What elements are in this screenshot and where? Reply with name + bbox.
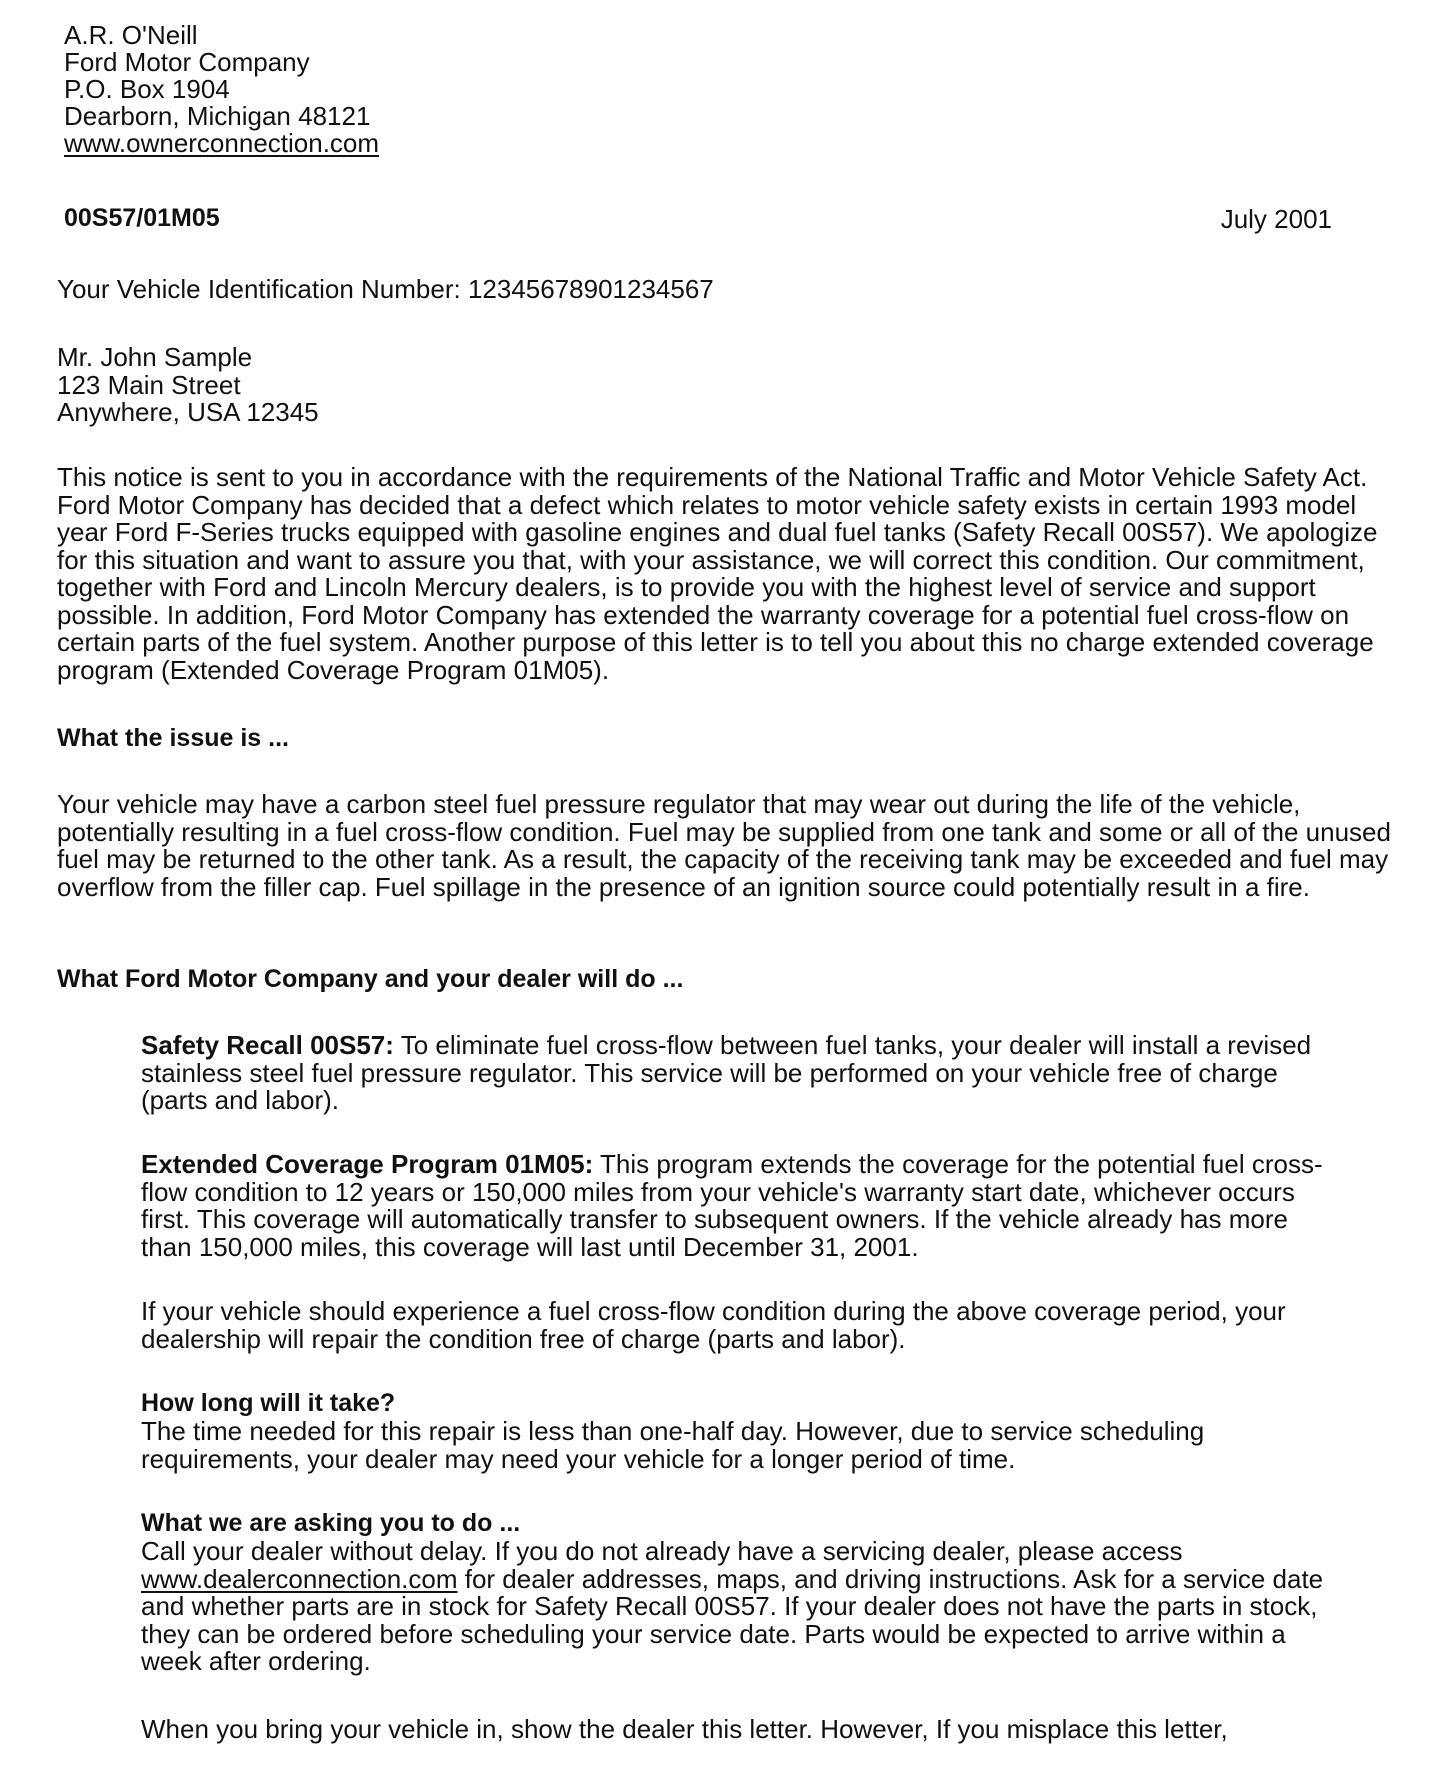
issue-paragraph: Your vehicle may have a carbon steel fuel pressure regulator that may wear out during the life of the vehicle, potentially resulting in a fuel cross-flow condition. Fuel may be supplied from one tank and some or all of the unused fuel may be returned to the other tank. As a result, the capacity of the receiving tank may be exceeded and fuel may overflow from the filler cap. Fuel spillage in the presence of an ignition source could potentially result in a fire. [57,789,1391,902]
recipient-city-state-zip: Anywhere, USA 12345 [57,397,319,427]
extended-coverage-body: This program extends the coverage for the potential fuel cross-flow condition to 12 years or 150,000 miles from your vehicle's warranty start date, whichever occurs first. This coverage will automatically transfer to subsequent owners. If the vehicle already has more than 150,000 miles, this coverage will last until December 31, 2001. [141,1149,1323,1262]
request-body-start: Call your dealer without delay. If you do not already have a servicing dealer, please access [141,1536,1183,1566]
sender-city-state-zip: Dearborn, Michigan 48121 [64,101,371,131]
dealer-connection-link[interactable]: www.dealerconnection.com [141,1563,458,1594]
safety-recall-label: Safety Recall 00S57: [141,1030,394,1060]
duration-paragraph: The time needed for this repair is less than one-half day. However, due to service scheduling requirements, your dealer may need your vehicle for a longer period of time. [141,1416,1205,1474]
intro-paragraph: This notice is sent to you in accordance with the requirements of the National Traffic and Motor Vehicle Safety Act. Ford Motor Company has decided that a defect which relates to motor vehicle safety exists in certain 1993 model year Ford F-Series trucks equipped with gasoline engines and dual fuel tanks (Safety Recall 00S57). We apologize for this situation and want to assure you that, with your assistance, we will correct this condition. Our commitment, together with Ford and Lincoln Mercury dealers, is to provide you with the highest level of service and support possible. In addition, Ford Motor Company has extended the warranty coverage for a potential fuel cross-flow on certain parts of the fuel system. Another purpose of this letter is to tell you about this no charge extended coverage program (Extended Coverage Program 01M05). [57,462,1378,685]
recipient-address-block [57,344,1392,427]
owner-connection-link[interactable]: www.ownerconnection.com [64,128,380,158]
extended-coverage-label: Extended Coverage Program 01M05: [141,1149,594,1179]
vin-line: Your Vehicle Identification Number: 12345678901234567 [57,274,714,304]
sender-address-block [64,22,379,157]
sender-name: A.R. O'Neill [64,20,198,50]
request-body-end: for dealer addresses, maps, and driving instructions. Ask for a service date and whether parts are in stock for Safety Recall 00S57. If your dealer does not have the parts in stock, they can be ordered before scheduling your service date. Parts would be expected to arrive within a week after ordering. [141,1563,1324,1676]
issue-heading: What the issue is ... [57,724,289,752]
recipient-street: 123 Main Street [57,369,241,400]
letter-date: July 2001 [1220,204,1332,234]
actions-heading: What Ford Motor Company and your dealer will do ... [57,965,684,993]
duration-heading: How long will it take? [141,1389,396,1417]
request-paragraph [141,1538,1341,1676]
request-heading: What we are asking you to do ... [141,1509,521,1537]
safety-recall-paragraph [141,1032,1341,1115]
closing-paragraph: When you bring your vehicle in, show the dealer this letter. However, If you misplace this letter, [141,1714,1228,1744]
extended-coverage-paragraph [141,1151,1341,1261]
recipient-name: Mr. John Sample [57,342,253,372]
reference-number: 00S57/01M05 [64,204,220,232]
sender-po-box: P.O. Box 1904 [64,74,230,104]
sender-company: Ford Motor Company [64,47,310,77]
safety-recall-body: To eliminate fuel cross-flow between fuel tanks, your dealer will install a revised stainless steel fuel pressure regulator. This service will be performed on your vehicle free of charge (parts and labor). [141,1030,1312,1115]
repair-paragraph: If your vehicle should experience a fuel cross-flow condition during the above coverage period, your dealership will repair the condition free of charge (parts and labor). [141,1296,1286,1354]
